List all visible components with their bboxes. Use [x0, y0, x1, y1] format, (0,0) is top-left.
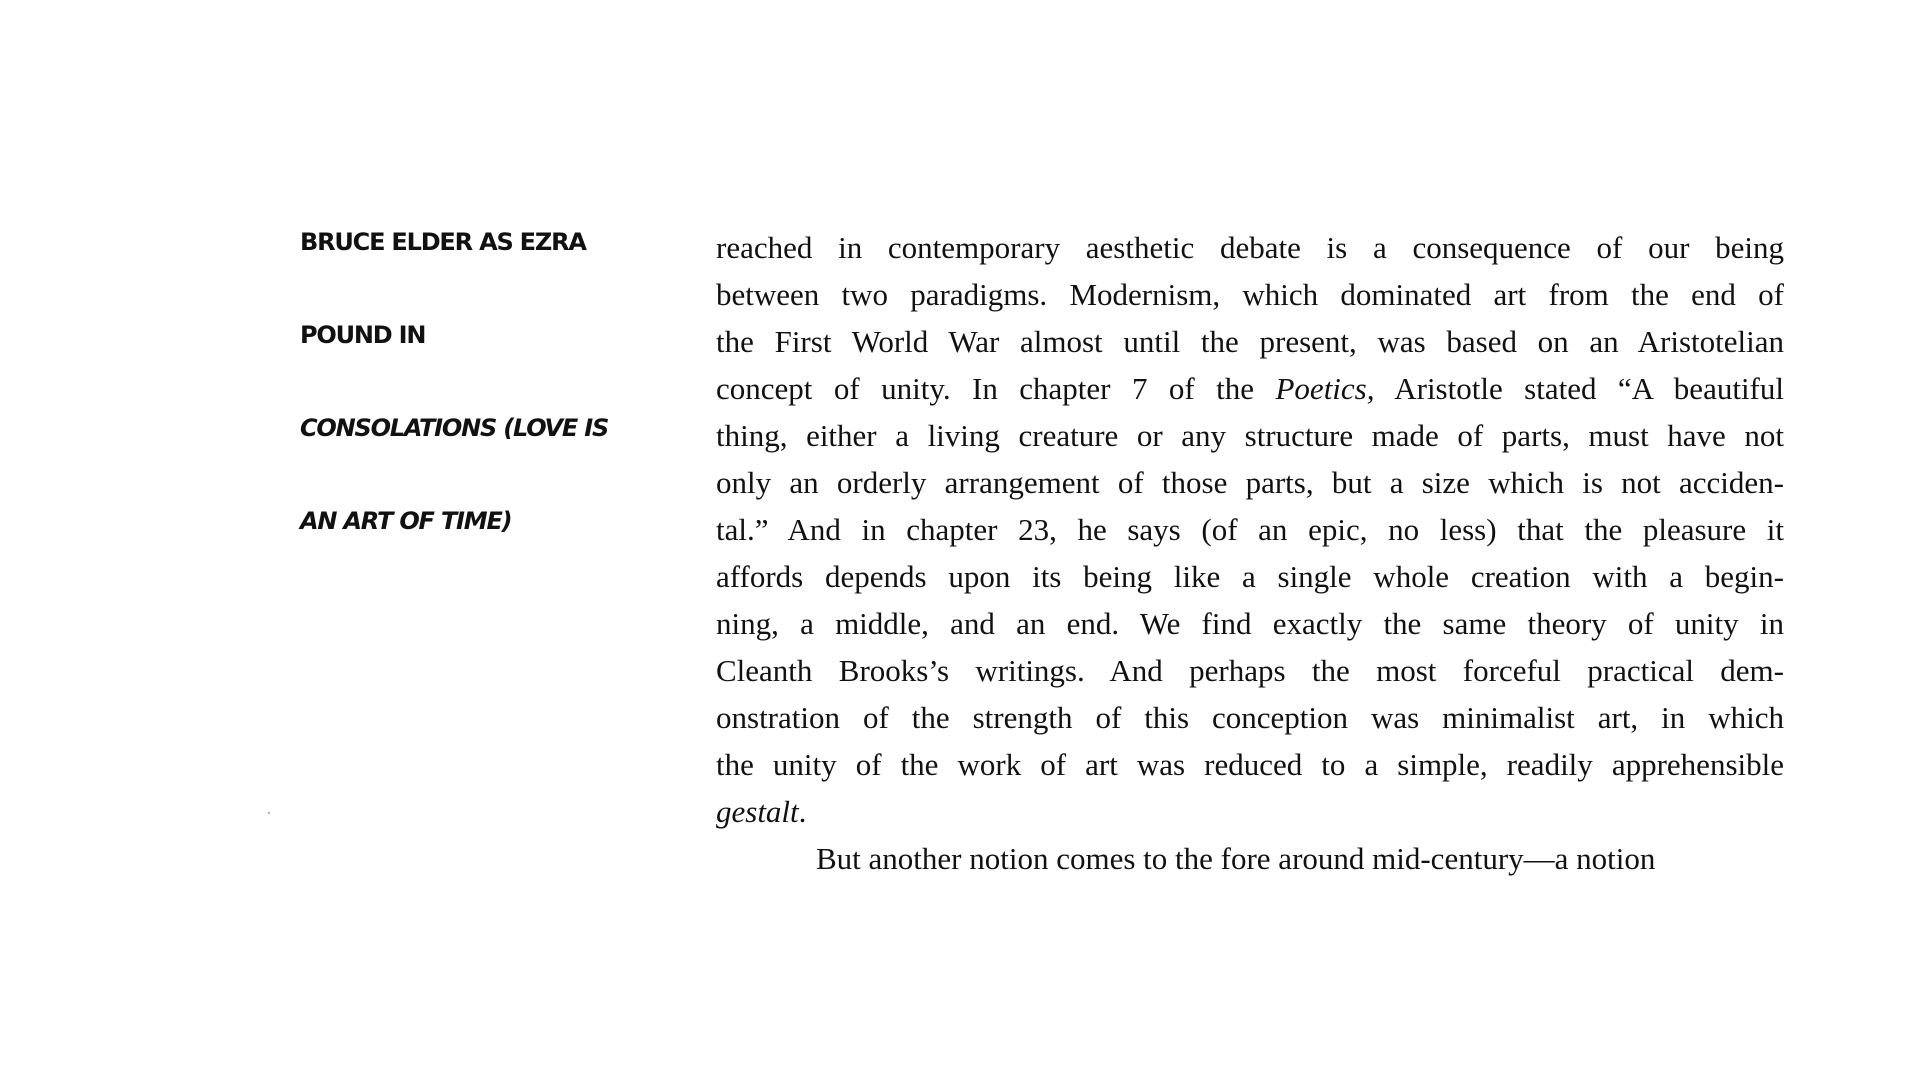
- text-line: the unity of the work of art was reduced to a simple, readily apprehensible: [716, 747, 1784, 782]
- text-segment: Aristotle stated “A beautiful: [1374, 371, 1784, 406]
- caption-line: CONSOLATIONS (LOVE IS: [300, 414, 609, 442]
- text-line: thing, either a living creature or any structure made of parts, must have not: [716, 418, 1784, 453]
- caption-line: POUND IN: [300, 321, 426, 349]
- text-line: ning, a middle, and an end. We find exactly the same theory of unity in: [716, 606, 1784, 641]
- text-segment: .: [798, 794, 807, 829]
- italic-term: gestalt: [716, 794, 799, 829]
- text-line: [716, 365, 1784, 412]
- text-line: only an orderly arrangement of those parts, but a size which is not acciden-: [716, 465, 1784, 500]
- text-line: reached in contemporary aesthetic debate is a consequence of our being: [716, 230, 1784, 265]
- text-line: onstration of the strength of this conception was minimalist art, in which: [716, 700, 1784, 735]
- text-line: tal.” And in chapter 23, he says (of an epic, no less) that the pleasure it: [716, 512, 1784, 547]
- text-line: the First World War almost until the present, was based on an Aristotelian: [716, 324, 1784, 359]
- caption-line: AN ART OF TIME): [300, 507, 512, 535]
- text-line: But another notion comes to the fore around mid-century—a notion: [816, 841, 1656, 876]
- text-segment: concept of unity. In chapter 7 of the: [716, 371, 1276, 406]
- text-line: Cleanth Brooks’s writings. And perhaps the most forceful practical dem-: [716, 653, 1784, 688]
- italic-title: Poetics,: [1275, 371, 1375, 406]
- text-line: affords depends upon its being like a single whole creation with a begin-: [716, 559, 1784, 594]
- sidebar-caption: [300, 228, 660, 600]
- text-line: between two paradigms. Modernism, which dominated art from the end of: [716, 277, 1784, 312]
- caption-line: BRUCE ELDER AS EZRA: [300, 228, 586, 256]
- body-paragraph: [716, 224, 1784, 882]
- text-line: [716, 788, 1784, 835]
- scan-speck: [268, 812, 270, 814]
